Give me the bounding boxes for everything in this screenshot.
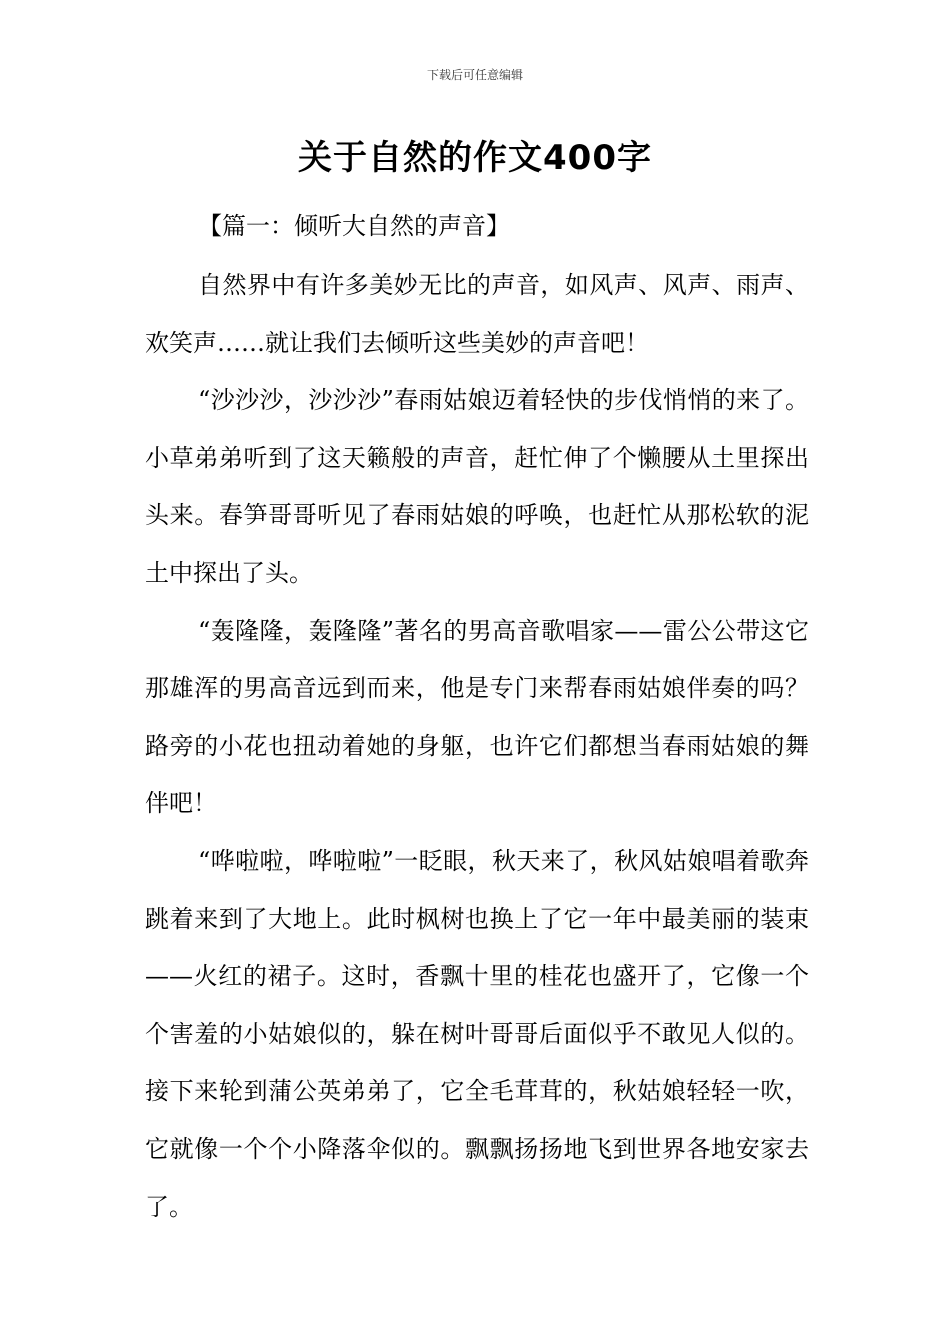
paragraph: “沙沙沙，沙沙沙”春雨姑娘迈着轻快的步伐悄悄的来了。小草弟弟听到了这天籁般的声音，赶忙伸了个懒腰从土里探出头来。春笋哥哥听见了春雨姑娘的呼唤，也赶忙从那松软的泥土中探出了头。 bbox=[145, 386, 809, 587]
page-header: 下载后可任意编辑 bbox=[426, 68, 523, 82]
paragraph: “哗啦啦，哗啦啦”一眨眼，秋天来了，秋风姑娘唱着歌奔跳着来到了大地上。此时枫树也换上了它一年中最美丽的装束——火红的裙子。这时，香飘十里的桂花也盛开了，它像一个个害羞的小姑娘似的，躲在树叶哥哥后面似乎不敢见人似的。接下来轮到蒲公英弟弟了，它全毛茸茸的，秋姑娘轻轻一吹，它就像一个个小降落伞似的。飘飘扬扬地飞到世界各地安家去了。 bbox=[145, 846, 809, 1221]
essay-body bbox=[145, 257, 809, 1236]
paragraph: “轰隆隆，轰隆隆”著名的男高音歌唱家——雷公公带这它那雄浑的男高音远到而来，他是专门来帮春雨姑娘伴奏的吗？路旁的小花也扭动着她的身躯，也许它们都想当春雨姑娘的舞伴吧！ bbox=[145, 616, 809, 818]
paragraph: 自然界中有许多美妙无比的声音，如风声、风声、雨声、欢笑声……就让我们去倾听这些美妙的声音吧！ bbox=[145, 271, 809, 357]
document-title: 关于自然的作文400字 bbox=[298, 138, 652, 178]
section-heading: 【篇一：倾听大自然的声音】 bbox=[198, 212, 510, 240]
